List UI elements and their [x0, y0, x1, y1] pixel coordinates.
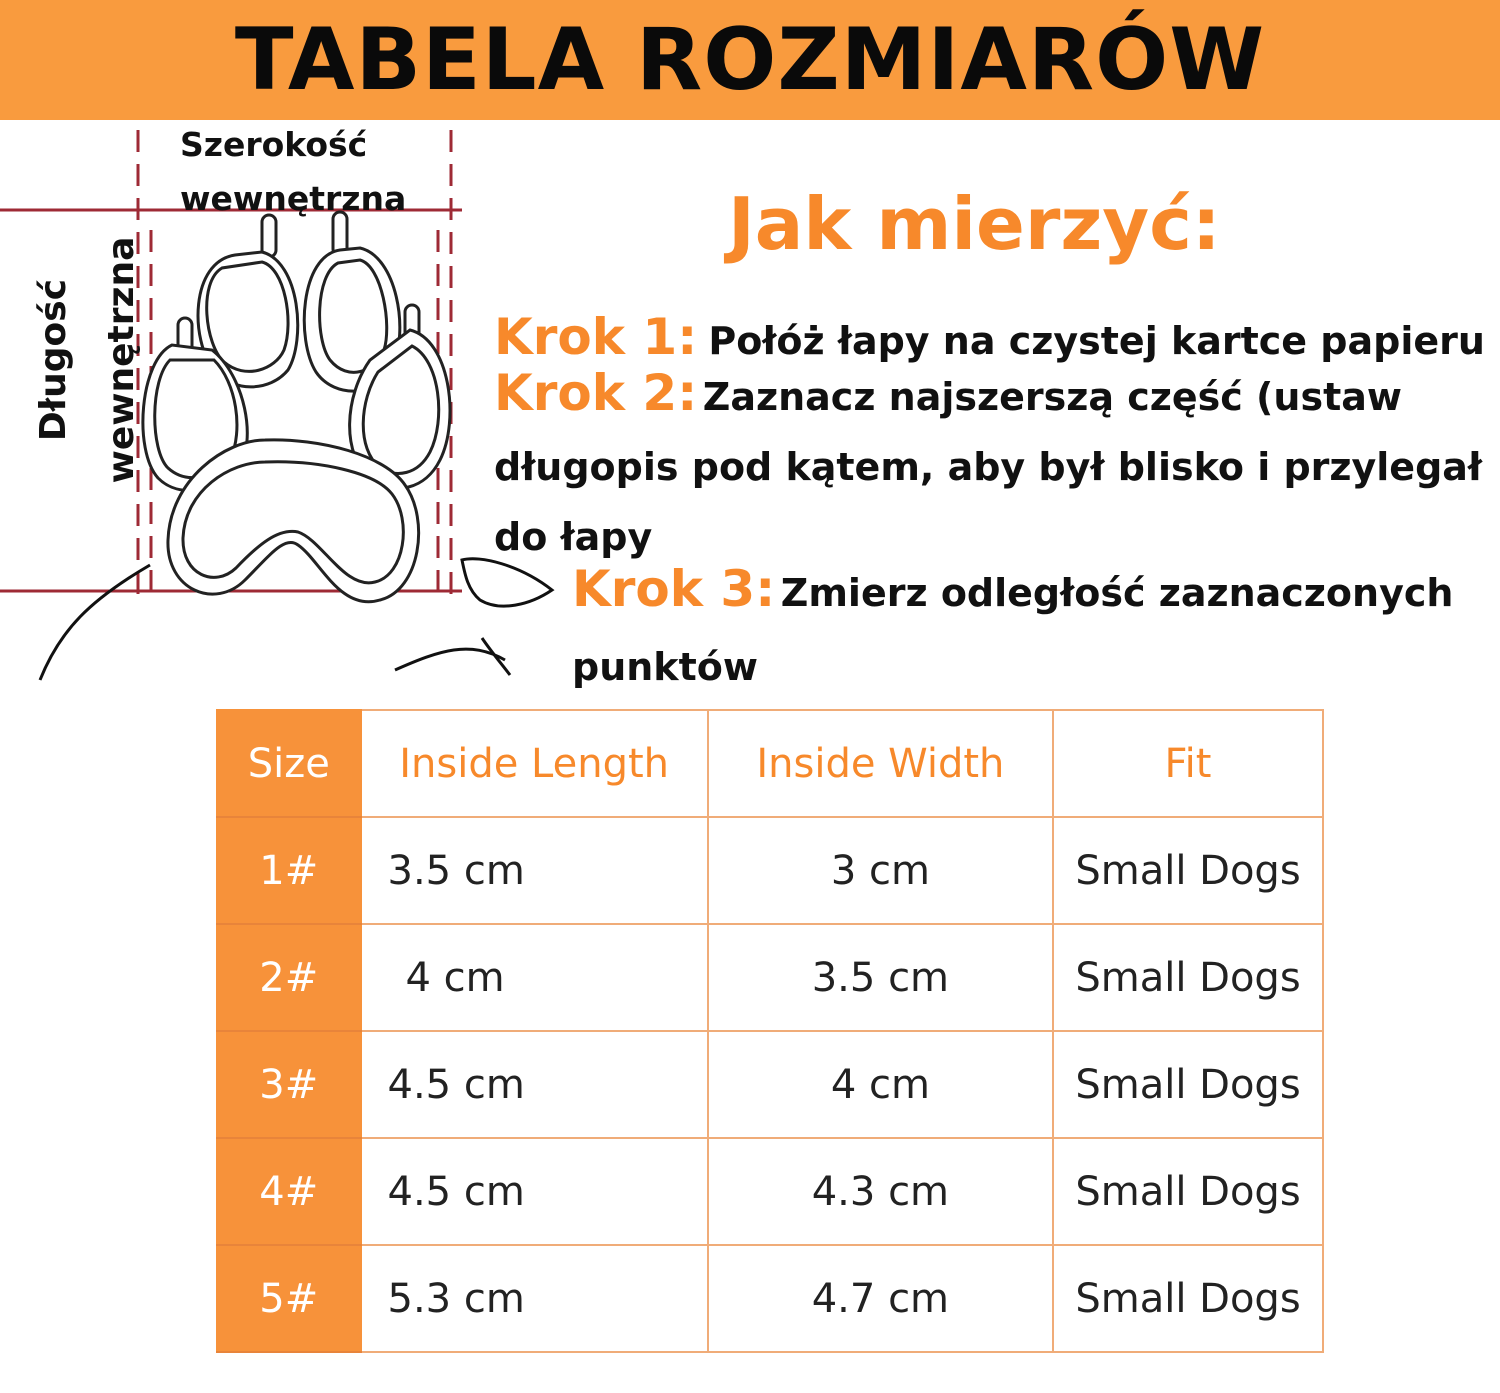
fit-cell: Small Dogs	[1053, 817, 1323, 924]
fit-cell: Small Dogs	[1053, 1138, 1323, 1245]
size-table	[216, 709, 1324, 1353]
fit-cell: Small Dogs	[1053, 1031, 1323, 1138]
width-cell: 3.5 cm	[708, 924, 1053, 1031]
title-banner	[0, 0, 1500, 120]
size-cell: 2#	[217, 924, 361, 1031]
width-cell: 3 cm	[708, 817, 1053, 924]
width-cell: 4.7 cm	[708, 1245, 1053, 1352]
header-inside-length: Inside Length	[361, 710, 708, 817]
size-cell: 3#	[217, 1031, 361, 1138]
length-cell: 3.5 cm	[361, 817, 708, 924]
leg-outline	[40, 559, 552, 680]
length-cell: 5.3 cm	[361, 1245, 708, 1352]
fit-cell: Small Dogs	[1053, 924, 1323, 1031]
header-inside-width: Inside Width	[708, 710, 1053, 817]
step-1-text: Połóż łapy na czystej kartce papieru	[708, 319, 1485, 363]
size-cell: 1#	[217, 817, 361, 924]
page-title: TABELA ROZMIARÓW	[234, 10, 1266, 110]
inside-length-label: Długość wewnętrzna	[33, 236, 142, 484]
length-cell: 4.5 cm	[361, 1138, 708, 1245]
table-row	[217, 924, 1323, 1031]
inside-width-label: Szerokość wewnętrzna	[180, 125, 407, 218]
fit-cell: Small Dogs	[1053, 1245, 1323, 1352]
size-cell: 4#	[217, 1138, 361, 1245]
table-row	[217, 1138, 1323, 1245]
step-3-label: Krok 3:	[572, 560, 776, 618]
header-size: Size	[217, 710, 361, 817]
table-row	[217, 1245, 1323, 1352]
step-2-text: Zaznacz najszerszą część (ustaw długopis pod kątem, aby był blisko i przylegał do łapy	[494, 375, 1483, 559]
step-3-text: Zmierz odległość zaznaczonych punktów	[572, 571, 1454, 689]
step-2	[494, 362, 1484, 576]
size-cell: 5#	[217, 1245, 361, 1352]
width-cell: 4 cm	[708, 1031, 1053, 1138]
step-1-label: Krok 1:	[494, 308, 698, 366]
step-3	[572, 556, 1482, 708]
length-cell: 4 cm	[361, 924, 708, 1031]
header-fit: Fit	[1053, 710, 1323, 817]
length-cell: 4.5 cm	[361, 1031, 708, 1138]
paw-icon	[143, 212, 450, 602]
step-2-label: Krok 2:	[494, 364, 698, 422]
table-row	[217, 1031, 1323, 1138]
how-to-measure-heading: Jak mierzyć:	[728, 182, 1221, 266]
table-header-row	[217, 710, 1323, 817]
table-row	[217, 817, 1323, 924]
width-cell: 4.3 cm	[708, 1138, 1053, 1245]
